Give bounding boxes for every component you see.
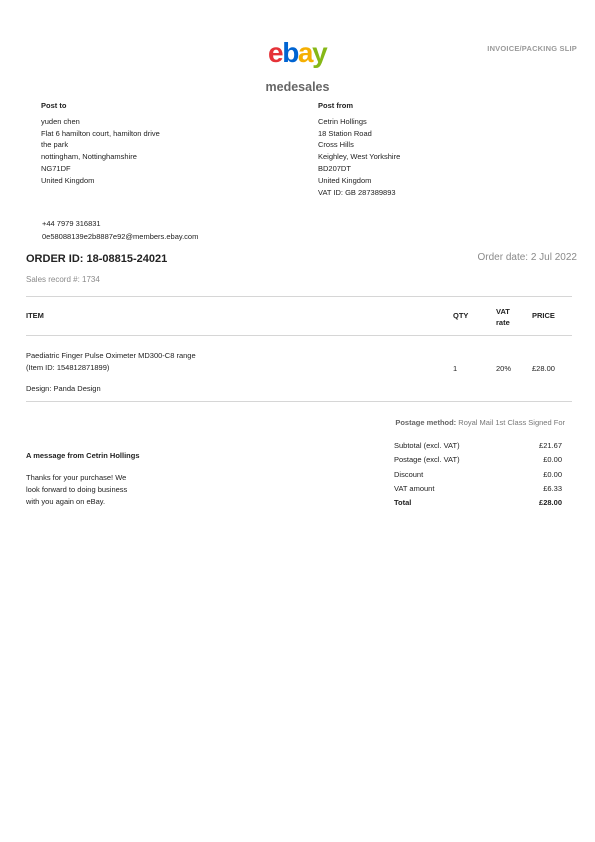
order-date: Order date: 2 Jul 2022 — [477, 252, 577, 263]
seller-message-heading: A message from Cetrin Hollings — [26, 451, 140, 460]
logo-letter-a: a — [297, 37, 313, 68]
post-to-line: nottingham, Nottinghamshire — [41, 152, 137, 162]
vat-amount-row — [394, 482, 562, 496]
buyer-phone: +44 7979 316831 — [42, 219, 101, 228]
seller-message-line: with you again on eBay. — [26, 497, 106, 506]
seller-message-line: Thanks for your purchase! We — [26, 473, 127, 482]
discount-label: Discount — [394, 469, 424, 479]
column-header-price: PRICE — [532, 311, 555, 320]
total-row — [394, 496, 562, 510]
column-header-vat-line2: rate — [496, 318, 510, 327]
total-label: Total — [394, 498, 412, 508]
order-id: ORDER ID: 18-08815-24021 — [26, 253, 168, 265]
discount-row — [394, 468, 562, 482]
post-from-line: BD207DT — [318, 163, 351, 173]
seller-message-line: look forward to doing business — [26, 485, 128, 494]
post-to-line: yuden chen — [41, 116, 80, 126]
vat-amount-label: VAT amount — [394, 483, 435, 493]
post-from-address — [318, 100, 400, 198]
item-title: Paediatric Finger Pulse Oximeter MD300-C8 range — [26, 351, 196, 360]
column-header-qty: QTY — [453, 311, 469, 320]
column-header-item: ITEM — [26, 311, 44, 320]
total-value: £28.00 — [539, 498, 562, 508]
vat-amount-value: £6.33 — [543, 483, 562, 493]
postage-method-label: Postage method: — [395, 418, 457, 427]
logo-letter-b: b — [282, 37, 298, 68]
column-header-vat-line1: VAT — [496, 307, 510, 316]
document-title: INVOICE/PACKING SLIP — [487, 44, 577, 53]
post-from-line: Keighley, West Yorkshire — [318, 152, 401, 162]
postage-label: Postage (excl. VAT) — [394, 455, 460, 465]
post-from-line: Cetrin Hollings — [318, 116, 367, 126]
post-to-line: NG71DF — [41, 163, 71, 173]
item-id: (Item ID: 154812871899) — [26, 363, 110, 372]
post-to-line: United Kingdom — [41, 175, 95, 185]
discount-value: £0.00 — [543, 469, 562, 479]
postage-method — [395, 418, 565, 427]
item-vat-rate: 20% — [496, 364, 512, 373]
post-to-heading: Post to — [41, 101, 67, 110]
subtotal-row — [394, 439, 562, 453]
post-to-line: the park — [41, 140, 69, 150]
item-variation: Design: Panda Design — [26, 384, 101, 393]
postage-row — [394, 453, 562, 467]
column-header-vat — [496, 306, 510, 328]
buyer-contact — [42, 218, 198, 243]
item-price: £28.00 — [532, 364, 555, 373]
totals-summary — [394, 439, 562, 510]
buyer-email: 0e58088139e2b8887e92@members.ebay.com — [42, 231, 199, 241]
post-from-heading: Post from — [318, 101, 354, 110]
shop-name: medesales — [265, 80, 330, 94]
logo-letter-y: y — [312, 37, 327, 68]
item-qty: 1 — [453, 364, 458, 373]
post-from-line: 18 Station Road — [318, 128, 372, 138]
post-from-line: VAT ID: GB 287389893 — [318, 187, 396, 197]
table-header-divider — [26, 335, 572, 336]
postage-method-value: Royal Mail 1st Class Signed For — [458, 418, 565, 427]
post-from-line: Cross Hills — [318, 140, 354, 150]
ebay-logo — [268, 38, 326, 68]
seller-message-body — [26, 472, 176, 508]
table-row — [26, 350, 196, 374]
subtotal-value: £21.67 — [539, 441, 562, 450]
postage-value: £0.00 — [543, 455, 562, 465]
logo-letter-e: e — [268, 37, 283, 68]
subtotal-label: Subtotal (excl. VAT) — [394, 441, 460, 450]
post-from-line: United Kingdom — [318, 175, 372, 185]
sales-record: Sales record #: 1734 — [26, 275, 100, 284]
table-top-divider — [26, 296, 572, 297]
table-bottom-divider — [26, 401, 572, 402]
post-to-line: Flat 6 hamilton court, hamilton drive — [41, 128, 160, 138]
post-to-address — [41, 100, 160, 187]
